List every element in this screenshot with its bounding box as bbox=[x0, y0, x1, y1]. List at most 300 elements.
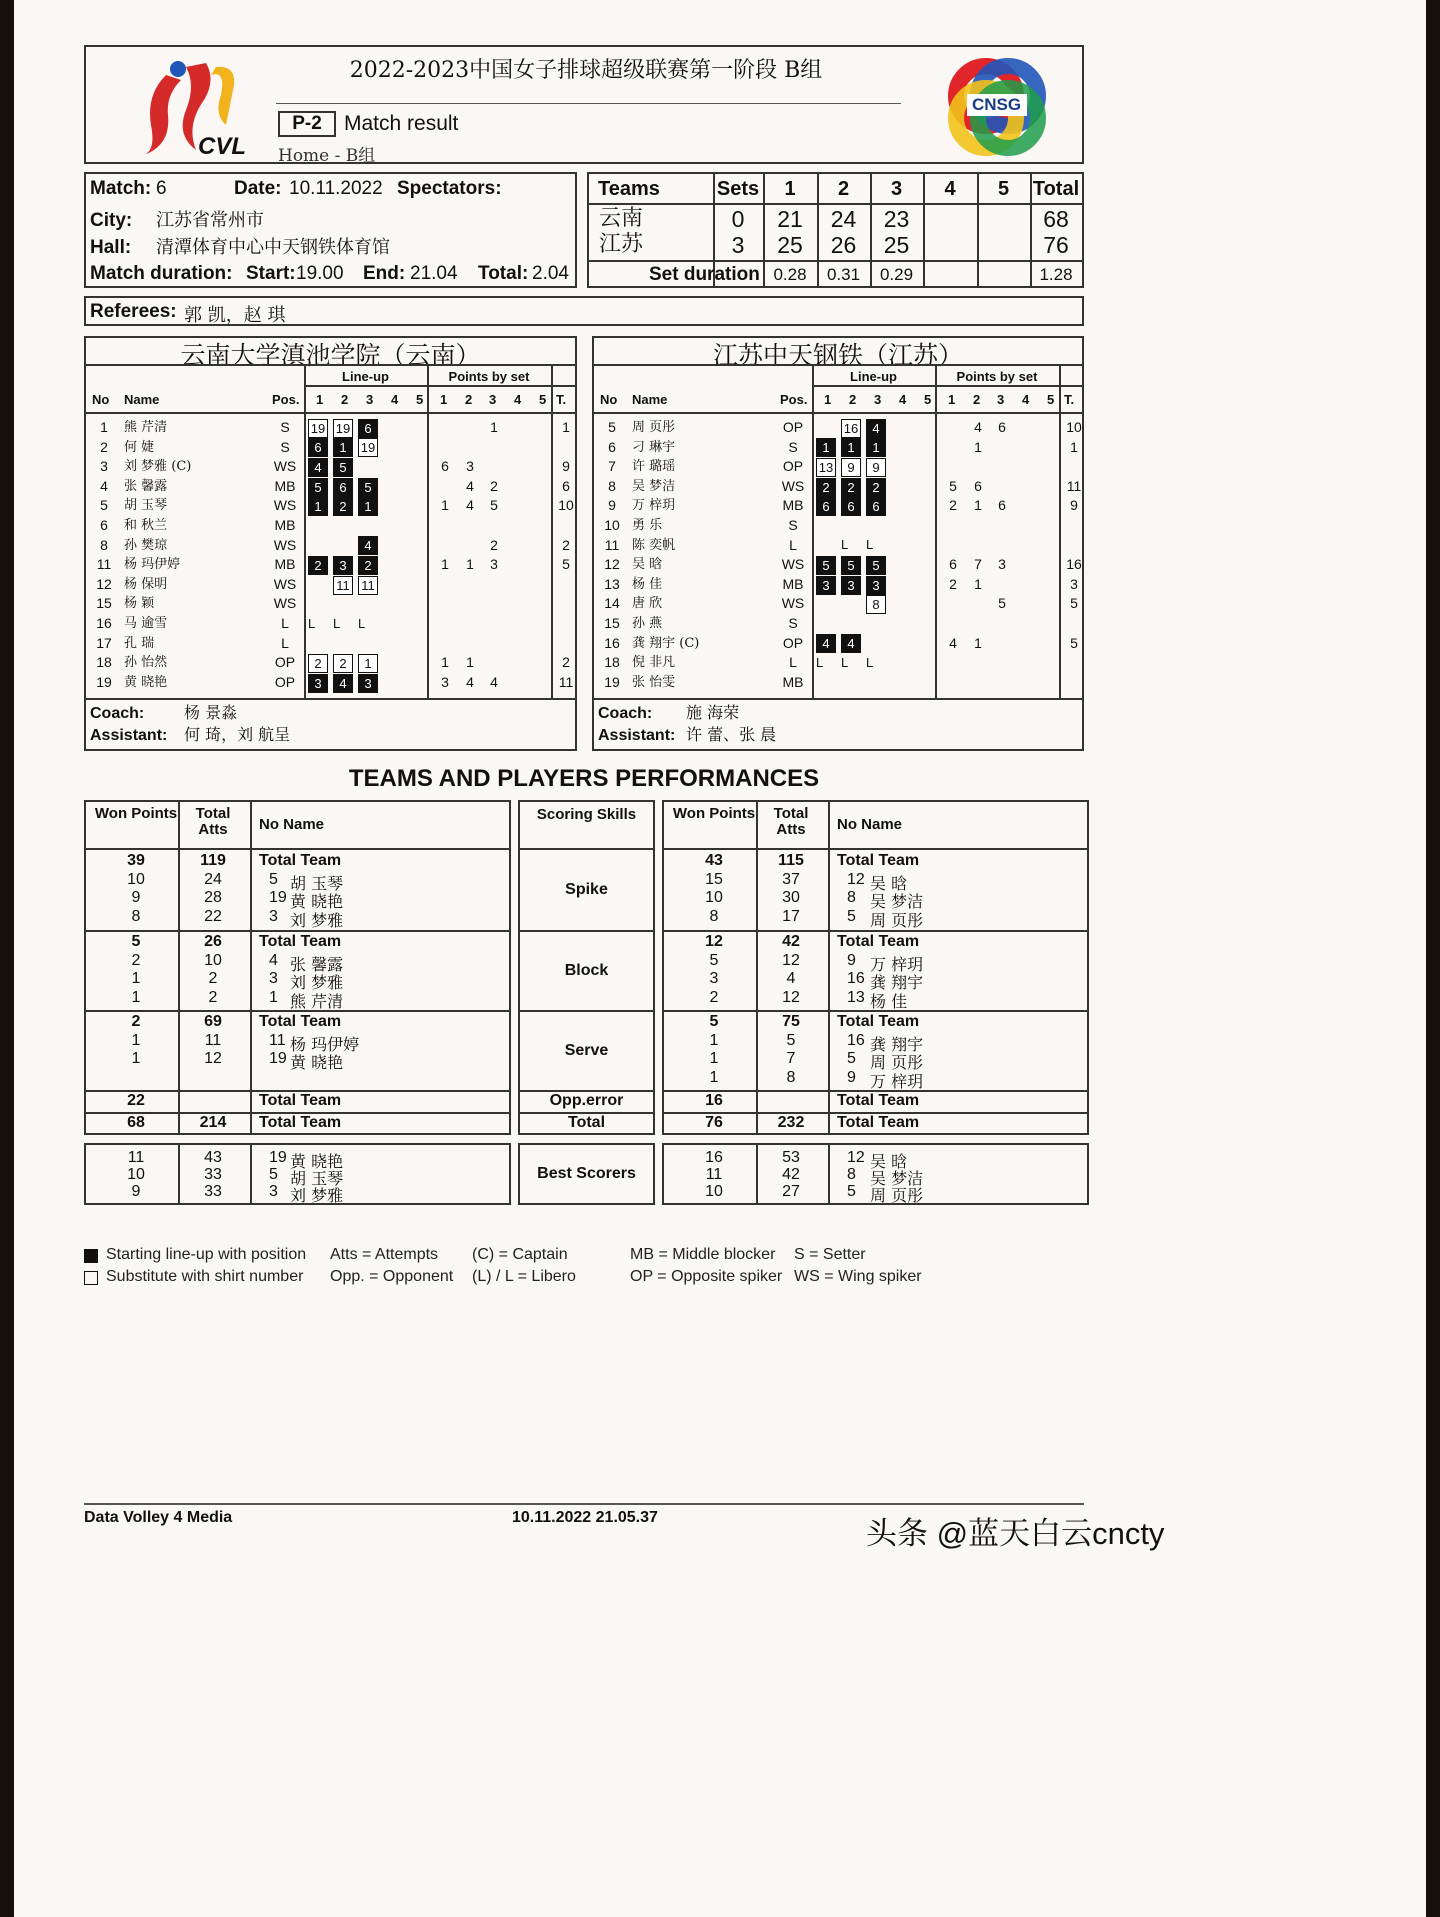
roster-header-points-set: 2 bbox=[973, 392, 981, 407]
starting-position-box: 2 bbox=[308, 556, 328, 575]
home-won-points: 1 bbox=[131, 1050, 141, 1067]
match-number: 6 bbox=[156, 178, 167, 199]
score-header-set3: 3 bbox=[890, 178, 903, 200]
home-player-name: 刘 梦雅 bbox=[290, 973, 344, 992]
player-set-points: 1 bbox=[974, 634, 982, 651]
set-duration-3: 0.29 bbox=[879, 265, 914, 284]
score-set3: 25 bbox=[883, 232, 910, 258]
player-name: 刘 梦雅 (C) bbox=[124, 459, 192, 475]
roster-header-lineup-set: 5 bbox=[924, 392, 932, 407]
home-total-atts: 11 bbox=[204, 1031, 222, 1049]
player-set-points: 3 bbox=[490, 556, 498, 573]
city-value: 江苏省常州市 bbox=[156, 210, 264, 231]
hall-label: Hall: bbox=[90, 237, 132, 258]
away-best-name: 吴 晗 bbox=[870, 1152, 908, 1171]
home-won-points: 10 bbox=[127, 870, 145, 888]
starting-position-box: 3 bbox=[816, 576, 836, 595]
player-set-points: 4 bbox=[466, 497, 474, 514]
performance-title: TEAMS AND PLAYERS PERFORMANCES bbox=[348, 765, 820, 792]
player-total-points: 9 bbox=[1070, 497, 1078, 514]
starting-position-box: 4 bbox=[816, 634, 836, 653]
home-player-name: 黄 晓艳 bbox=[290, 1053, 344, 1072]
report-subtitle: Match result bbox=[344, 112, 459, 135]
player-name: 周 页彤 bbox=[632, 420, 676, 435]
home-won-points: 2 bbox=[131, 951, 141, 969]
away-total-team-label: Total Team bbox=[837, 852, 920, 869]
player-position: WS bbox=[781, 556, 805, 573]
starting-position-box: 2 bbox=[358, 556, 378, 575]
substitute-box: 19 bbox=[358, 438, 378, 457]
end-label: End: bbox=[363, 263, 406, 284]
player-number: 5 bbox=[608, 419, 616, 435]
home-best-atts: 33 bbox=[204, 1166, 222, 1183]
home-won-points: 8 bbox=[131, 907, 141, 925]
player-position: L bbox=[789, 654, 797, 671]
lineup-header: Line-up bbox=[342, 369, 389, 384]
roster-header-points-set: 1 bbox=[948, 392, 956, 407]
match-label: Match: bbox=[90, 178, 152, 199]
player-set-points: 3 bbox=[998, 556, 1006, 573]
player-set-points: 2 bbox=[949, 575, 957, 592]
away-player-name: 龚 翔宇 bbox=[870, 1034, 924, 1054]
player-total-points: 11 bbox=[558, 673, 574, 690]
away-total-atts: 8 bbox=[786, 1068, 796, 1086]
away-opp-error-points: 16 bbox=[705, 1092, 723, 1109]
player-set-points: 1 bbox=[441, 654, 449, 671]
start-time: 19.00 bbox=[296, 263, 344, 284]
home-won-points: 9 bbox=[131, 889, 141, 906]
away-won-points: 2 bbox=[709, 988, 719, 1006]
home-best-points: 9 bbox=[131, 1183, 141, 1200]
starting-position-box: 6 bbox=[866, 497, 886, 516]
home-total-atts: 2 bbox=[208, 988, 218, 1006]
player-name: 熊 芹清 bbox=[124, 420, 168, 435]
player-number: 3 bbox=[100, 458, 108, 475]
player-number: 4 bbox=[100, 477, 108, 494]
assistant-names: 何 琦，刘 航呈 bbox=[184, 725, 291, 744]
score-set1: 25 bbox=[777, 232, 803, 258]
away-player-number: 8 bbox=[847, 889, 856, 906]
legend-item: (L) / L = Libero bbox=[472, 1268, 576, 1285]
away-player-number: 9 bbox=[847, 1068, 856, 1086]
player-position: OP bbox=[274, 654, 296, 671]
roster-header-total: T. bbox=[1064, 392, 1075, 407]
player-set-points: 3 bbox=[441, 673, 449, 690]
report-home: Home - B组 bbox=[278, 146, 376, 166]
player-set-points: 1 bbox=[974, 497, 982, 514]
away-total-points: 76 bbox=[705, 1114, 723, 1131]
home-total-atts: 69 bbox=[204, 1013, 222, 1030]
player-number: 8 bbox=[608, 477, 616, 494]
away-won-points-header: Won Points bbox=[672, 805, 756, 822]
libero-mark: L bbox=[816, 654, 824, 670]
away-best-number: 8 bbox=[847, 1166, 856, 1183]
libero-mark: L bbox=[308, 615, 316, 631]
player-name: 倪 非凡 bbox=[632, 655, 676, 671]
player-set-points: 6 bbox=[998, 419, 1006, 435]
away-won-points: 1 bbox=[709, 1031, 719, 1049]
duration-label: Match duration: bbox=[90, 263, 233, 284]
date-label: Date: bbox=[234, 178, 282, 199]
player-number: 12 bbox=[604, 556, 620, 573]
roster-header-points-set: 5 bbox=[1047, 392, 1055, 407]
player-total-points: 16 bbox=[1066, 556, 1082, 573]
away-player-number: 5 bbox=[847, 1050, 856, 1067]
player-total-points: 9 bbox=[562, 458, 570, 475]
player-number: 2 bbox=[100, 438, 108, 455]
legend bbox=[84, 1246, 1084, 1296]
player-set-points: 6 bbox=[974, 477, 982, 494]
player-position: L bbox=[789, 536, 797, 553]
away-won-points: 43 bbox=[705, 852, 723, 869]
player-set-points: 1 bbox=[974, 438, 982, 455]
set-duration-total: 1.28 bbox=[1039, 265, 1073, 284]
coach-name: 施 海荣 bbox=[686, 703, 740, 722]
legend-item: WS = Wing spiker bbox=[794, 1268, 922, 1285]
substitute-box: 11 bbox=[333, 576, 353, 595]
home-player-number: 5 bbox=[269, 870, 278, 888]
away-best-atts: 27 bbox=[782, 1183, 800, 1200]
substitute-box: 11 bbox=[358, 576, 378, 595]
player-position: MB bbox=[782, 673, 804, 690]
player-position: S bbox=[280, 438, 290, 455]
start-label: Start: bbox=[246, 263, 296, 284]
player-name: 孙 樊琼 bbox=[124, 537, 168, 553]
away-won-points: 5 bbox=[709, 951, 719, 969]
legend-sub-box bbox=[84, 1271, 98, 1285]
player-number: 9 bbox=[608, 497, 616, 514]
starting-position-box: 5 bbox=[358, 478, 378, 497]
score-header-total: Total bbox=[1032, 178, 1080, 200]
home-player-number: 19 bbox=[269, 889, 287, 906]
home-opp-error-label: Total Team bbox=[259, 1092, 342, 1109]
home-best-points: 11 bbox=[127, 1149, 145, 1166]
starting-position-box: 1 bbox=[841, 438, 861, 457]
starting-position-box: 4 bbox=[333, 674, 353, 693]
substitute-box: 13 bbox=[816, 458, 836, 477]
score-set2: 26 bbox=[830, 232, 857, 258]
referees-label: Referees: bbox=[90, 301, 177, 322]
roster-header-points-set: 4 bbox=[1022, 392, 1030, 407]
home-best-number: 3 bbox=[269, 1183, 278, 1200]
away-total-atts: 4 bbox=[786, 970, 796, 987]
player-set-points: 2 bbox=[490, 477, 498, 494]
away-best-atts: 53 bbox=[782, 1149, 800, 1166]
player-number: 5 bbox=[100, 497, 108, 514]
away-won-points: 5 bbox=[709, 1013, 719, 1030]
away-total-atts: 232 bbox=[777, 1114, 805, 1131]
player-set-points: 5 bbox=[490, 497, 498, 514]
away-won-points: 1 bbox=[709, 1050, 719, 1067]
away-total-atts-header: Total Atts bbox=[773, 805, 809, 838]
home-best-name: 刘 梦雅 bbox=[290, 1186, 344, 1205]
score-set1: 21 bbox=[777, 206, 803, 232]
away-best-number: 12 bbox=[847, 1149, 865, 1166]
away-player-name: 周 页彤 bbox=[870, 1053, 924, 1072]
home-player-number: 4 bbox=[269, 951, 278, 969]
away-total-atts: 37 bbox=[782, 870, 800, 888]
away-no-name-header: No Name bbox=[837, 816, 903, 833]
substitute-box: 8 bbox=[866, 595, 886, 614]
player-set-points: 1 bbox=[441, 556, 449, 573]
roster-header-total: T. bbox=[556, 392, 567, 407]
away-won-points: 3 bbox=[709, 970, 719, 987]
player-name: 孔 瑞 bbox=[124, 635, 155, 651]
score-team-name: 江苏 bbox=[599, 232, 644, 257]
starting-position-box: 4 bbox=[841, 634, 861, 653]
report-code: P-2 bbox=[278, 111, 336, 137]
away-best-name: 吴 梦洁 bbox=[870, 1169, 924, 1188]
set-duration-1: 0.28 bbox=[773, 265, 807, 284]
home-total-atts: 2 bbox=[208, 970, 218, 987]
home-won-points: 2 bbox=[131, 1013, 141, 1030]
player-name: 杨 佳 bbox=[632, 576, 663, 592]
player-set-points: 4 bbox=[466, 673, 474, 690]
score-set3: 23 bbox=[883, 206, 910, 232]
starting-position-box: 4 bbox=[866, 419, 886, 438]
end-time: 21.04 bbox=[410, 263, 458, 284]
set-duration-2: 0.31 bbox=[826, 265, 861, 284]
home-player-number: 1 bbox=[269, 988, 278, 1006]
player-number: 13 bbox=[604, 575, 620, 592]
substitute-box: 19 bbox=[333, 419, 353, 438]
starting-position-box: 1 bbox=[866, 438, 886, 457]
starting-position-box: 2 bbox=[333, 497, 353, 516]
home-total-label: Total Team bbox=[259, 1114, 342, 1131]
lineup-header: Line-up bbox=[850, 369, 897, 384]
assistant-names: 许 蕾、张 晨 bbox=[686, 725, 777, 744]
home-no-name-header: No Name bbox=[259, 816, 325, 833]
player-position: S bbox=[788, 517, 798, 533]
player-set-points: 5 bbox=[998, 595, 1006, 612]
player-name: 孙 燕 bbox=[632, 616, 663, 631]
home-player-name: 杨 玛伊婷 bbox=[290, 1034, 360, 1054]
points-by-set-header: Points by set bbox=[448, 369, 530, 384]
starting-position-box: 3 bbox=[358, 674, 378, 693]
home-won-points: 1 bbox=[131, 970, 141, 987]
starting-position-box: 2 bbox=[816, 478, 836, 497]
player-set-points: 1 bbox=[974, 575, 982, 592]
player-total-points: 6 bbox=[562, 477, 570, 494]
home-won-points: 1 bbox=[131, 1031, 141, 1049]
roster-header-points-set: 3 bbox=[489, 392, 497, 407]
player-position: S bbox=[280, 419, 290, 435]
skill-serve: Serve bbox=[564, 1041, 609, 1059]
player-number: 8 bbox=[100, 536, 108, 553]
legend-item: Atts = Attempts bbox=[330, 1246, 439, 1263]
player-set-points: 4 bbox=[949, 634, 957, 651]
home-player-name: 熊 芹清 bbox=[290, 991, 344, 1011]
player-name: 杨 玛伊婷 bbox=[124, 557, 181, 573]
roster-header-points-set: 1 bbox=[440, 392, 448, 407]
player-name: 何 婕 bbox=[124, 439, 155, 455]
home-opp-error-points: 22 bbox=[127, 1092, 145, 1109]
score-total: 76 bbox=[1043, 232, 1069, 258]
starting-position-box: 5 bbox=[333, 458, 353, 477]
player-number: 11 bbox=[96, 556, 112, 573]
legend-item: Opp. = Opponent bbox=[330, 1268, 454, 1285]
points-by-set-header: Points by set bbox=[956, 369, 1038, 384]
home-total-atts: 26 bbox=[204, 933, 222, 950]
player-name: 胡 玉琴 bbox=[124, 498, 168, 514]
player-name: 杨 保明 bbox=[124, 576, 168, 592]
score-header-set2: 2 bbox=[837, 178, 850, 200]
city-label: City: bbox=[90, 210, 133, 231]
player-total-points: 3 bbox=[1070, 575, 1078, 592]
roster-header-name: Name bbox=[632, 392, 668, 407]
away-player-number: 9 bbox=[847, 951, 856, 969]
report-title: 2022-2023中国女子排球超级联赛第一阶段 B组 bbox=[349, 58, 823, 83]
player-name: 杨 颖 bbox=[124, 596, 155, 612]
player-position: WS bbox=[273, 536, 297, 553]
away-best-points: 10 bbox=[705, 1183, 723, 1200]
score-header-sets: Sets bbox=[716, 178, 760, 200]
player-name: 和 秋兰 bbox=[124, 518, 168, 533]
starting-position-box: 4 bbox=[358, 536, 378, 555]
player-total-points: 5 bbox=[562, 556, 570, 573]
cvl-logo-text: CVL bbox=[198, 133, 246, 160]
player-number: 6 bbox=[100, 517, 108, 533]
home-won-points: 39 bbox=[127, 852, 145, 869]
away-won-points: 10 bbox=[705, 889, 723, 906]
away-total-atts: 5 bbox=[786, 1031, 796, 1049]
legend-item: S = Setter bbox=[794, 1246, 866, 1263]
player-position: WS bbox=[781, 595, 805, 612]
player-number: 15 bbox=[96, 595, 112, 612]
assistant-label: Assistant: bbox=[90, 727, 168, 744]
starting-position-box: 3 bbox=[841, 576, 861, 595]
total-duration-label: Total: bbox=[478, 263, 529, 284]
player-total-points: 1 bbox=[1070, 438, 1078, 455]
home-total-team-label: Total Team bbox=[259, 852, 342, 869]
home-best-scorers bbox=[84, 1143, 511, 1205]
player-position: WS bbox=[273, 497, 297, 514]
skill-total: Total bbox=[567, 1114, 606, 1131]
substitute-box: 1 bbox=[358, 654, 378, 673]
roster-header-lineup-set: 4 bbox=[899, 392, 907, 407]
roster-header-lineup-set: 4 bbox=[391, 392, 399, 407]
footer-software: Data Volley 4 Media bbox=[84, 1509, 233, 1526]
starting-position-box: 3 bbox=[333, 556, 353, 575]
legend-item: Substitute with shirt number bbox=[106, 1268, 304, 1285]
player-set-points: 1 bbox=[466, 654, 474, 671]
home-total-atts-header: Total Atts bbox=[195, 805, 231, 838]
player-set-points: 5 bbox=[949, 477, 957, 494]
watermark: 头条 @蓝天白云cncty bbox=[866, 1516, 1165, 1551]
away-player-name: 吴 梦洁 bbox=[870, 892, 924, 911]
away-player-number: 12 bbox=[847, 870, 865, 888]
player-set-points: 4 bbox=[974, 419, 982, 435]
substitute-box: 19 bbox=[308, 419, 328, 438]
player-total-points: 10 bbox=[1066, 419, 1082, 435]
player-set-points: 6 bbox=[998, 497, 1006, 514]
starting-position-box: 6 bbox=[358, 419, 378, 438]
assistant-label: Assistant: bbox=[598, 727, 676, 744]
starting-position-box: 5 bbox=[841, 556, 861, 575]
player-set-points: 2 bbox=[949, 497, 957, 514]
skill-spike: Spike bbox=[565, 881, 608, 898]
player-position: MB bbox=[782, 497, 804, 514]
player-position: S bbox=[788, 438, 798, 455]
player-set-points: 1 bbox=[441, 497, 449, 514]
player-position: L bbox=[281, 615, 289, 631]
footer-timestamp: 10.11.2022 21.05.37 bbox=[512, 1509, 658, 1526]
score-team-name: 云南 bbox=[599, 206, 644, 231]
away-player-number: 5 bbox=[847, 907, 856, 925]
away-player-name: 龚 翔宇 bbox=[870, 973, 924, 992]
player-name: 吴 晗 bbox=[632, 557, 663, 573]
starting-position-box: 1 bbox=[333, 438, 353, 457]
player-number: 15 bbox=[604, 615, 620, 631]
player-number: 16 bbox=[96, 615, 112, 631]
player-number: 19 bbox=[604, 673, 620, 690]
home-best-number: 19 bbox=[269, 1149, 287, 1166]
away-player-name: 周 页彤 bbox=[870, 910, 924, 930]
away-best-points: 16 bbox=[705, 1149, 723, 1166]
player-position: OP bbox=[274, 673, 296, 690]
roster-header-lineup-set: 2 bbox=[849, 392, 857, 407]
player-set-points: 3 bbox=[466, 458, 474, 475]
home-best-name: 黄 晓艳 bbox=[290, 1152, 344, 1171]
player-set-points: 1 bbox=[490, 419, 498, 435]
player-number: 6 bbox=[608, 438, 616, 455]
player-position: WS bbox=[273, 575, 297, 592]
home-total-atts: 214 bbox=[199, 1114, 227, 1131]
roster-header-pos: Pos. bbox=[272, 392, 300, 407]
roster-header-lineup-set: 3 bbox=[874, 392, 882, 407]
substitute-box: 2 bbox=[308, 654, 328, 673]
libero-mark: L bbox=[866, 537, 874, 553]
away-best-scorers bbox=[662, 1143, 1089, 1205]
player-total-points: 11 bbox=[1066, 477, 1082, 494]
score-header-set4: 4 bbox=[944, 178, 956, 200]
player-name: 唐 欣 bbox=[632, 596, 663, 612]
away-total-atts: 17 bbox=[782, 907, 800, 925]
libero-mark: L bbox=[866, 654, 874, 670]
away-won-points: 12 bbox=[705, 933, 723, 950]
player-total-points: 5 bbox=[1070, 634, 1078, 651]
away-total-team-label: Total Team bbox=[837, 1013, 920, 1030]
player-position: OP bbox=[782, 634, 804, 651]
starting-position-box: 1 bbox=[358, 497, 378, 516]
home-player-number: 3 bbox=[269, 907, 278, 925]
player-number: 7 bbox=[608, 458, 616, 475]
player-position: S bbox=[788, 615, 798, 631]
away-best-number: 5 bbox=[847, 1183, 856, 1200]
player-set-points: 4 bbox=[490, 673, 498, 690]
player-position: MB bbox=[274, 556, 296, 573]
away-player-name: 吴 晗 bbox=[870, 873, 908, 893]
score-sets: 3 bbox=[731, 232, 745, 258]
player-position: WS bbox=[273, 458, 297, 475]
scoring-skills-header: Scoring Skills bbox=[536, 806, 637, 823]
player-number: 12 bbox=[96, 575, 112, 592]
player-name: 吴 梦洁 bbox=[632, 478, 676, 494]
away-total-team-label: Total Team bbox=[837, 933, 920, 950]
player-name: 万 梓玥 bbox=[632, 498, 676, 514]
skill-opp-error: Opp.error bbox=[549, 1092, 624, 1109]
libero-mark: L bbox=[841, 537, 849, 553]
player-total-points: 2 bbox=[562, 536, 570, 553]
home-player-number: 19 bbox=[269, 1050, 287, 1067]
away-total-label: Total Team bbox=[837, 1114, 920, 1131]
player-name: 马 逾雪 bbox=[124, 616, 168, 631]
away-player-number: 16 bbox=[847, 970, 865, 987]
away-player-name: 万 梓玥 bbox=[870, 1071, 924, 1091]
away-best-points: 11 bbox=[705, 1166, 723, 1183]
roster-header-lineup-set: 2 bbox=[341, 392, 349, 407]
away-total-atts: 75 bbox=[782, 1013, 800, 1030]
